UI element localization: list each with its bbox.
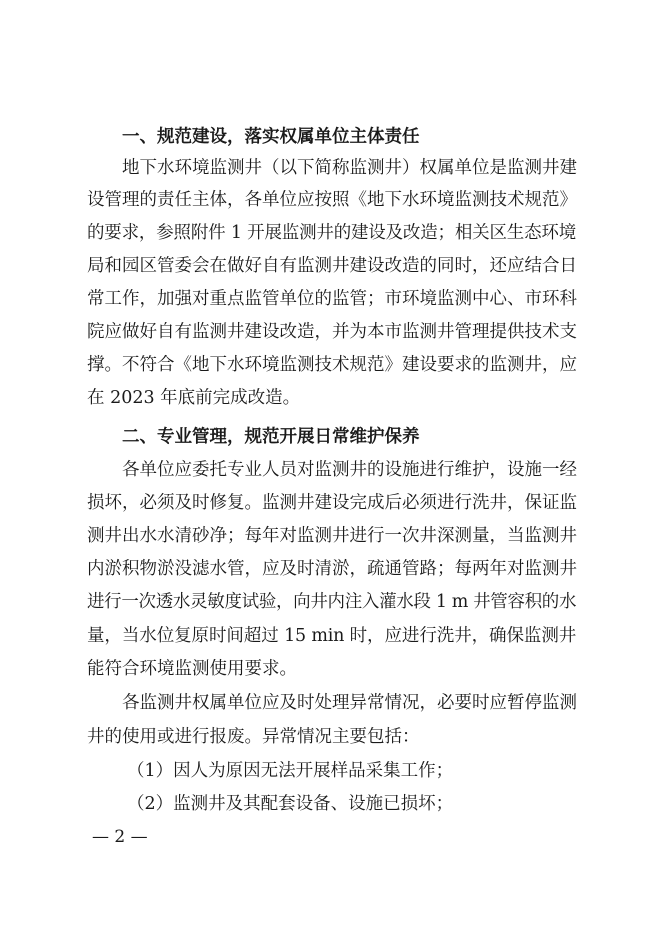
paragraph-line: 内淤积物淤没滤水管，应及时清淤，疏通管路；每两年对监测井 bbox=[87, 559, 577, 579]
paragraph-line: 进行一次透水灵敏度试验，向井内注入灌水段 1 m 井管容积的水 bbox=[87, 592, 576, 612]
paragraph-line: 常工作，加强对重点监管单位的监管；市环境监测中心、市环科 bbox=[87, 289, 577, 309]
page-number: — 2 — bbox=[92, 827, 148, 847]
paragraph-line: 各监测井权属单位应及时处理异常情况，必要时应暂停监测 bbox=[122, 693, 577, 713]
paragraph-line: 损坏，必须及时修复。监测井建设完成后必须进行洗井，保证监 bbox=[87, 493, 577, 513]
paragraph-line: 撑。不符合《地下水环境监测技术规范》建设要求的监测井，应 bbox=[87, 355, 577, 375]
paragraph-line: 井的使用或进行报废。异常情况主要包括： bbox=[87, 727, 420, 747]
section-heading: 二、专业管理，规范开展日常维护保养 bbox=[122, 427, 420, 447]
paragraph-line: 设管理的责任主体，各单位应按照《地下水环境监测技术规范》 bbox=[87, 190, 577, 210]
paragraph-line: 测井出水水清砂净；每年对监测井进行一次井深测量，当监测井 bbox=[87, 526, 577, 546]
paragraph-line: 在 2023 年底前完成改造。 bbox=[87, 388, 301, 408]
paragraph-line: 能符合环境监测使用要求。 bbox=[87, 659, 297, 679]
paragraph-line: 局和园区管委会在做好自有监测井建设改造的同时，还应结合日 bbox=[87, 256, 577, 276]
section-heading: 一、规范建设，落实权属单位主体责任 bbox=[122, 127, 420, 147]
paragraph-line: 量，当水位复原时间超过 15 min 时，应进行洗井，确保监测井 bbox=[87, 626, 576, 646]
paragraph-line: 地下水环境监测井（以下简称监测井）权属单位是监测井建 bbox=[122, 158, 577, 178]
paragraph-line: 院应做好自有监测井建设改造，并为本市监测井管理提供技术支 bbox=[87, 322, 577, 342]
paragraph-line: 的要求，参照附件 1 开展监测井的建设及改造；相关区生态环境 bbox=[87, 223, 576, 243]
paragraph-line: 各单位应委托专业人员对监测井的设施进行维护，设施一经 bbox=[122, 460, 577, 480]
list-item: （2）监测井及其配套设备、设施已损坏； bbox=[127, 794, 454, 814]
list-item: （1）因人为原因无法开展样品采集工作； bbox=[127, 761, 454, 781]
